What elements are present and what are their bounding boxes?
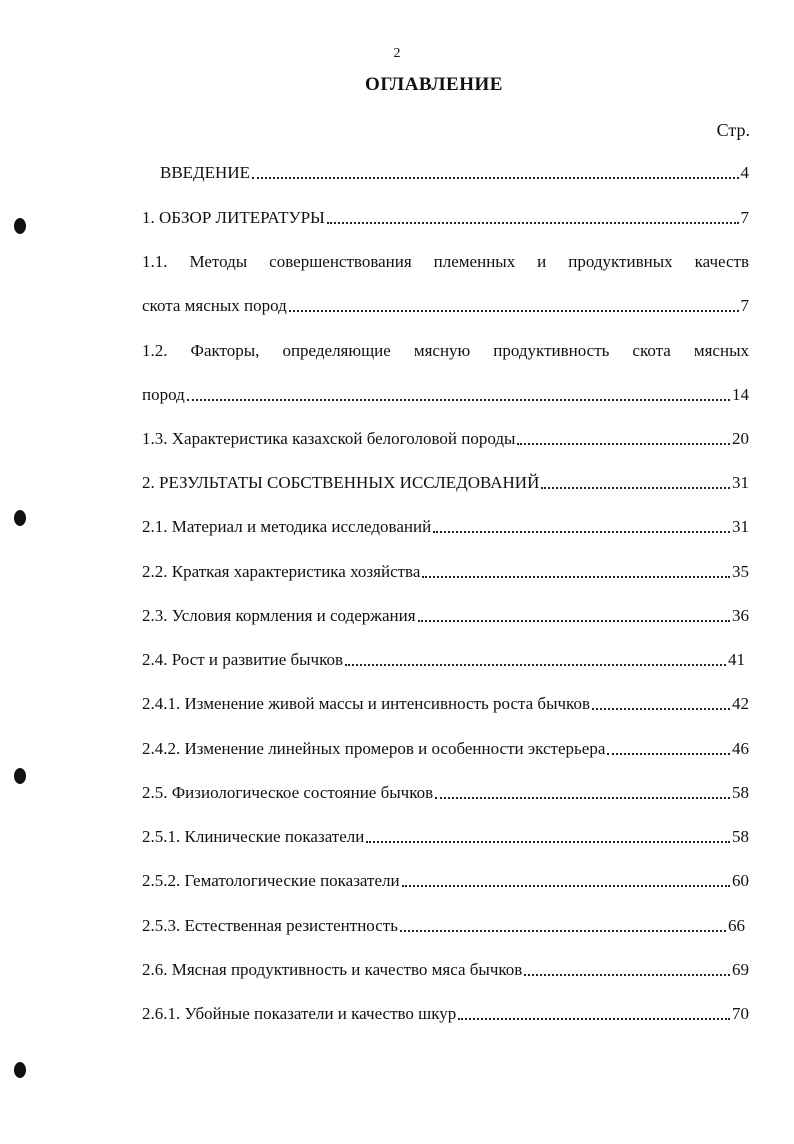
toc-entry-page: 60 (732, 871, 749, 890)
dot-leader (289, 310, 739, 312)
toc-entry-label: 2.5.2. Гематологические показатели (142, 871, 400, 890)
toc-entry-s2-6[interactable] (142, 955, 749, 981)
toc-entry-label: 2.6.1. Убойные показатели и качество шкур (142, 1004, 457, 1023)
dot-leader (541, 487, 730, 489)
toc-entry-s2-5-3[interactable] (142, 911, 745, 937)
toc-entry-s1-1-line1[interactable] (142, 247, 749, 273)
toc-entry-s1-3[interactable] (142, 424, 749, 450)
dot-leader (418, 620, 730, 622)
toc-entry-page: 58 (732, 783, 749, 802)
dot-leader (327, 222, 739, 224)
dot-leader (187, 399, 730, 401)
dot-leader (517, 443, 730, 445)
dot-leader (345, 664, 726, 666)
toc-entry-page: 36 (732, 606, 749, 625)
toc-entry-label: пород (142, 385, 185, 404)
dot-leader (252, 177, 739, 179)
dot-leader (607, 753, 730, 755)
toc-entry-label: 2.2. Краткая характеристика хозяйства (142, 562, 421, 581)
dot-leader (524, 974, 730, 976)
toc-entry-s2-5-2[interactable] (142, 866, 749, 892)
toc-entry-label: 2. РЕЗУЛЬТАТЫ СОБСТВЕННЫХ ИССЛЕДОВАНИЙ (142, 473, 540, 492)
toc-entry-page: 58 (732, 827, 749, 846)
dot-leader (458, 1018, 730, 1020)
toc-entry-page: 31 (732, 517, 749, 536)
dot-leader (422, 576, 730, 578)
toc-entry-s2-3[interactable] (142, 601, 749, 627)
page-number: 2 (393, 46, 401, 61)
dot-leader (400, 930, 726, 932)
dot-leader (435, 797, 730, 799)
toc-entry-s2-4[interactable] (142, 645, 745, 671)
dot-leader (402, 885, 730, 887)
toc-entry-label: 2.5.1. Клинические показатели (142, 827, 365, 846)
toc-entry-page: 7 (740, 296, 749, 315)
toc-entry-label: 2.3. Условия кормления и содержания (142, 606, 416, 625)
toc-entry-page: 46 (732, 739, 749, 758)
toc-entry-s1[interactable] (142, 203, 749, 229)
toc-entry-s2-5-1[interactable] (142, 822, 749, 848)
toc-entry-label: 2.4.2. Изменение линейных промеров и особенности экстерьера (142, 739, 606, 758)
toc-entry-page: 42 (732, 694, 749, 713)
toc-entry-s2-2[interactable] (142, 557, 749, 583)
toc-entry-page: 4 (740, 163, 749, 182)
toc-entry-label: 2.5.3. Естественная резистентность (142, 916, 398, 935)
toc-entry-page: 41 (728, 650, 745, 669)
toc-entry-intro[interactable] (160, 158, 749, 184)
toc-entry-page: 14 (732, 385, 749, 404)
toc-entry-label: 1.2. Факторы, определяющие мясную продуктивность скота мясных (142, 341, 749, 360)
page-column-header: Стр. (716, 120, 750, 140)
toc-entry-page: 66 (728, 916, 745, 935)
dot-leader (592, 708, 730, 710)
toc-entry-label: ВВЕДЕНИЕ (160, 163, 250, 182)
toc-entry-page: 20 (732, 429, 749, 448)
toc-entry-s1-2-line2[interactable] (142, 380, 749, 406)
toc-entry-s2-4-1[interactable] (142, 689, 749, 715)
dot-leader (366, 841, 730, 843)
toc-entry-label: 1. ОБЗОР ЛИТЕРАТУРЫ (142, 208, 325, 227)
toc-entry-s2-1[interactable] (142, 512, 749, 538)
toc-entry-page: 69 (732, 960, 749, 979)
toc-entry-label: 2.5. Физиологическое состояние бычков (142, 783, 434, 802)
toc-entry-label: 1.3. Характеристика казахской белоголовой породы (142, 429, 516, 448)
toc-entry-page: 35 (732, 562, 749, 581)
toc-entry-page: 70 (732, 1004, 749, 1023)
toc-entry-label: 2.1. Материал и методика исследований (142, 517, 432, 536)
toc-entry-page: 7 (740, 208, 749, 227)
toc-entry-label: 2.4.1. Изменение живой массы и интенсивность роста бычков (142, 694, 590, 713)
dot-leader (433, 531, 730, 533)
toc-entry-label: 1.1. Методы совершенствования племенных и продуктивных качеств (142, 252, 749, 271)
toc-entry-label: 2.6. Мясная продуктивность и качество мяса бычков (142, 960, 523, 979)
toc-entry-s2-5[interactable] (142, 778, 749, 804)
toc-entry-s2-4-2[interactable] (142, 734, 749, 760)
toc-entry-s2[interactable] (142, 468, 749, 494)
toc-entry-s2-6-1[interactable] (142, 999, 749, 1025)
toc-entry-page: 31 (732, 473, 749, 492)
toc-entry-label: 2.4. Рост и развитие бычков (142, 650, 344, 669)
toc-entry-s1-1-line2[interactable] (142, 291, 749, 317)
page-title: ОГЛАВЛЕНИЕ (365, 74, 503, 95)
toc-entry-s1-2-line1[interactable] (142, 336, 749, 362)
toc-entry-label: скота мясных пород (142, 296, 287, 315)
